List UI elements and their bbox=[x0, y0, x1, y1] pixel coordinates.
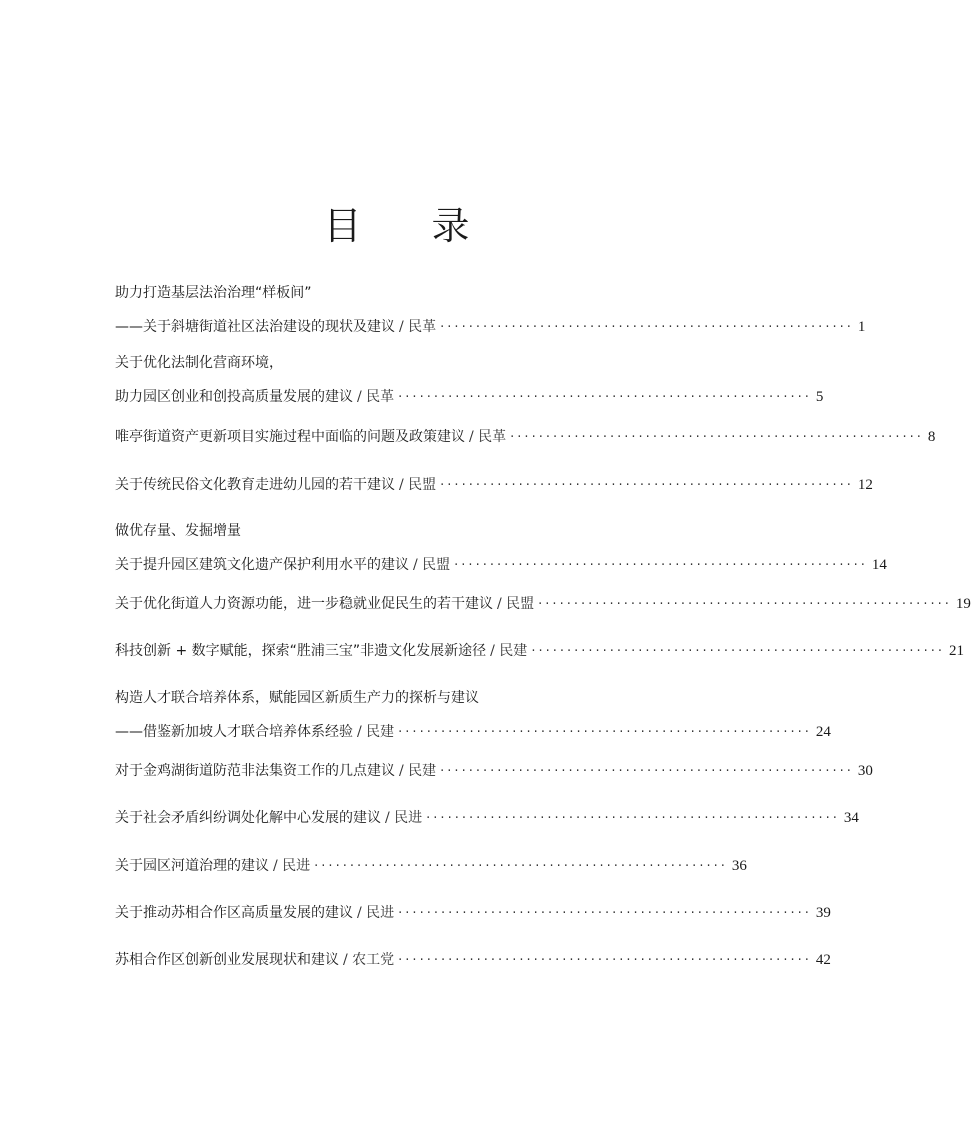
toc-entry-page: 34 bbox=[843, 810, 859, 826]
dot-leader: ·························································· bbox=[398, 390, 812, 405]
toc-entry-subtitle: 助力园区创业和创投高质量发展的建议 bbox=[115, 389, 353, 405]
toc-entry[interactable] bbox=[115, 760, 873, 782]
toc-entry-title: 做优存量、发掘增量 bbox=[115, 523, 241, 539]
page-title-char-1: 目 bbox=[323, 204, 362, 249]
toc-entry-page: 39 bbox=[815, 905, 831, 921]
dot-leader: ·························································· bbox=[538, 597, 952, 612]
toc-entry[interactable] bbox=[115, 593, 971, 615]
toc-entry-subtitle: ——借鉴新加坡人才联合培养体系经验 bbox=[115, 724, 353, 740]
toc-entry-party: / 民建 bbox=[357, 724, 395, 740]
toc-entry[interactable] bbox=[115, 426, 936, 448]
toc-entry[interactable] bbox=[115, 687, 831, 743]
toc-entry[interactable] bbox=[115, 855, 747, 877]
toc-entry-title: 关于园区河道治理的建议 bbox=[115, 858, 269, 874]
toc-entry-page: 21 bbox=[949, 643, 964, 659]
toc-entry-page: 30 bbox=[857, 763, 873, 779]
toc-entry[interactable] bbox=[115, 474, 873, 496]
toc-entry[interactable] bbox=[115, 640, 964, 662]
toc-entry-title: 唯亭街道资产更新项目实施过程中面临的问题及政策建议 bbox=[115, 429, 465, 445]
dot-leader: ·························································· bbox=[454, 558, 868, 573]
toc-entry-title: 关于传统民俗文化教育走进幼儿园的若干建议 bbox=[115, 477, 395, 493]
toc-entry-party: / 民革 bbox=[469, 429, 507, 445]
toc-entry-page: 5 bbox=[815, 389, 824, 405]
toc-entry-page: 1 bbox=[857, 319, 866, 335]
toc-entry-title: 关于推动苏相合作区高质量发展的建议 bbox=[115, 905, 353, 921]
toc-entry-title: 苏相合作区创新创业发展现状和建议 bbox=[115, 952, 339, 968]
toc-entry-page: 24 bbox=[815, 724, 831, 740]
toc-entry-party: / 民建 bbox=[399, 763, 437, 779]
dot-leader: ·························································· bbox=[531, 644, 945, 659]
toc-entry-page: 36 bbox=[731, 858, 747, 874]
toc-entry-title: 关于优化街道人力资源功能，进一步稳就业促民生的若干建议 bbox=[115, 596, 493, 612]
toc-entry[interactable] bbox=[115, 352, 824, 408]
toc-entry[interactable] bbox=[115, 902, 831, 924]
toc-entry-title: 关于社会矛盾纠纷调处化解中心发展的建议 bbox=[115, 810, 381, 826]
toc-entry[interactable] bbox=[115, 520, 887, 576]
toc-entry-subtitle: 关于提升园区建筑文化遗产保护利用水平的建议 bbox=[115, 557, 409, 573]
dot-leader: ·························································· bbox=[398, 953, 812, 968]
dot-leader: ·························································· bbox=[398, 906, 812, 921]
dot-leader: ·························································· bbox=[440, 320, 854, 335]
dot-leader: ·························································· bbox=[510, 430, 924, 445]
dot-leader: ·························································· bbox=[398, 725, 812, 740]
toc-entry[interactable] bbox=[115, 949, 831, 971]
toc-entry-party: / 民革 bbox=[357, 389, 395, 405]
toc-entry-party: / 民进 bbox=[385, 810, 423, 826]
toc-entry-title: 构造人才联合培养体系，赋能园区新质生产力的探析与建议 bbox=[115, 690, 479, 706]
toc-entry[interactable] bbox=[115, 282, 866, 338]
toc-entry-party: / 民盟 bbox=[497, 596, 535, 612]
toc-entry[interactable] bbox=[115, 807, 859, 829]
toc-entry-subtitle: ——关于斜塘街道社区法治建设的现状及建议 bbox=[115, 319, 395, 335]
toc-entry-party: / 民进 bbox=[357, 905, 395, 921]
toc-entry-party: / 农工党 bbox=[343, 952, 395, 968]
toc-entry-page: 8 bbox=[927, 429, 936, 445]
page-title bbox=[0, 195, 793, 250]
toc-entry-party: / 民盟 bbox=[413, 557, 451, 573]
toc-entry-title: 关于优化法制化营商环境， bbox=[115, 355, 283, 371]
toc-entry-page: 12 bbox=[857, 477, 873, 493]
toc-entry-page: 19 bbox=[955, 596, 971, 612]
toc-entry-title: 助力打造基层法治治理“样板间” bbox=[115, 285, 312, 301]
toc-entry-party: / 民盟 bbox=[399, 477, 437, 493]
dot-leader: ·························································· bbox=[440, 478, 854, 493]
dot-leader: ·························································· bbox=[426, 811, 840, 826]
page-title-char-2: 录 bbox=[431, 204, 470, 249]
toc-entry-party: / 民进 bbox=[273, 858, 311, 874]
toc-entry-page: 42 bbox=[815, 952, 831, 968]
toc-entry-title: 对于金鸡湖街道防范非法集资工作的几点建议 bbox=[115, 763, 395, 779]
toc-entry-party: / 民革 bbox=[399, 319, 437, 335]
dot-leader: ·························································· bbox=[314, 859, 728, 874]
dot-leader: ·························································· bbox=[440, 764, 854, 779]
toc-entry-party: / 民建 bbox=[490, 643, 528, 659]
toc-entry-title: 科技创新 + 数字赋能，探索“胜浦三宝”非遗文化发展新途径 bbox=[115, 643, 487, 659]
toc-entry-page: 14 bbox=[871, 557, 887, 573]
